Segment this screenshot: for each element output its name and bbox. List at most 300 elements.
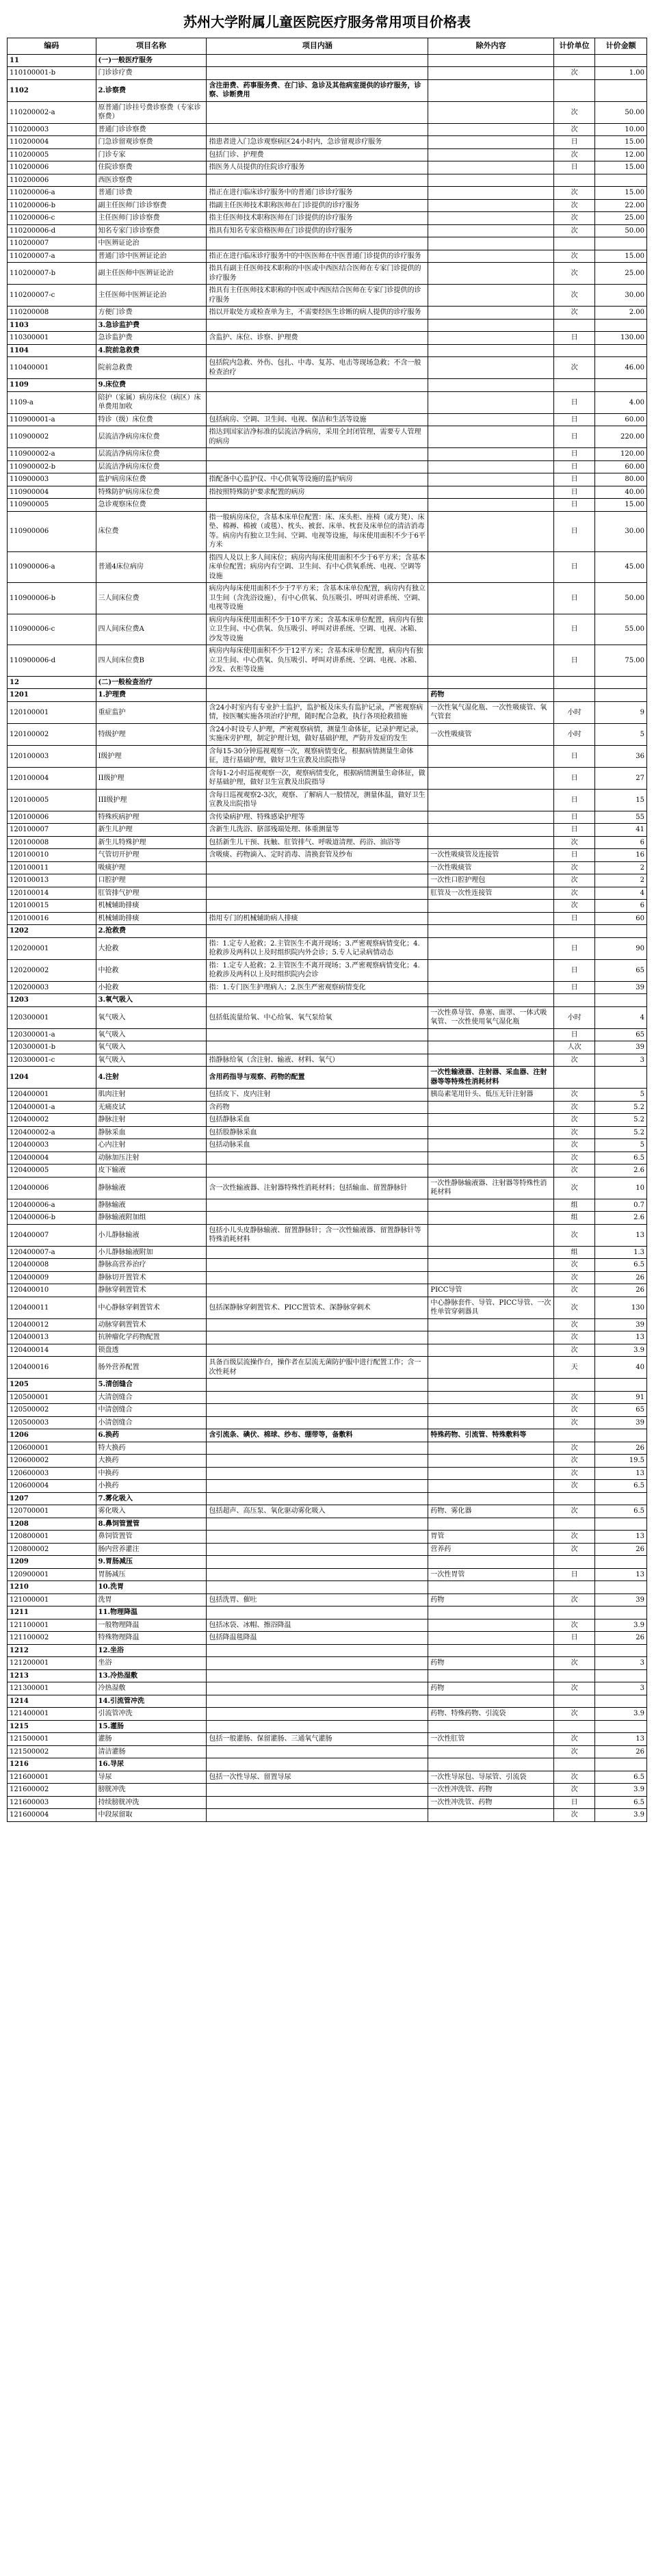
cell-content	[207, 379, 428, 392]
cell-code: 120100005	[8, 789, 96, 811]
cell-unit: 小时	[553, 701, 594, 723]
category-row	[8, 1556, 647, 1569]
table-row	[8, 1357, 647, 1379]
cell-content: 包括院内急救、外伤、包扎、中毒、复苏、电击等现场急救；不含一般检查治疗	[207, 357, 428, 379]
cell-unit: 日	[553, 789, 594, 811]
table-row	[8, 1467, 647, 1480]
cell-name: 锁盘透	[96, 1344, 207, 1357]
table-row	[8, 1391, 647, 1404]
cell-unit: 次	[553, 1531, 594, 1544]
cell-code: 120600003	[8, 1467, 96, 1480]
cell-name: 特级护理	[96, 723, 207, 745]
cell-code: 120500001	[8, 1391, 96, 1404]
cell-unit	[553, 1606, 594, 1619]
cell-code: 110900006-d	[8, 645, 96, 677]
cell-content	[207, 900, 428, 913]
cell-exclusions	[428, 1199, 554, 1212]
cell-content: 包括病房、空调、卫生间、电视、保洁和生活等设施	[207, 413, 428, 426]
cell-name: 膀胱冲洗	[96, 1784, 207, 1797]
cell-content: 含每1-2小时巡视观察一次，观察病情变化，根据病情测量生命体征，做好基础护理，做好卫生宣教及出院指导	[207, 767, 428, 789]
table-row	[8, 1224, 647, 1246]
cell-unit: 次	[553, 1480, 594, 1493]
cell-name: 静脉采血	[96, 1126, 207, 1139]
cell-price: 6.5	[595, 1152, 647, 1165]
cell-content	[207, 448, 428, 461]
cell-price: 36	[595, 745, 647, 767]
cell-code: 110200006-b	[8, 199, 96, 212]
cell-name: 方便门诊费	[96, 307, 207, 320]
cell-code: 120100010	[8, 849, 96, 862]
cell-exclusions: PICC导管	[428, 1284, 554, 1297]
cell-name: 新生儿护理	[96, 824, 207, 837]
table-row	[8, 1543, 647, 1556]
cell-name: 雾化吸入	[96, 1505, 207, 1518]
table-row	[8, 1531, 647, 1544]
cell-code: 1206	[8, 1429, 96, 1442]
cell-exclusions	[428, 1041, 554, 1054]
cell-content	[207, 887, 428, 900]
header-code: 编码	[8, 38, 96, 55]
cell-content: 指：1.定专人抢救；2.主管医生不离开现场；3.严密观察病情变化；4.抢救涉及两科以上及时组织院内会诊	[207, 959, 428, 981]
cell-name: 三人间床位费	[96, 583, 207, 614]
cell-unit: 次	[553, 250, 594, 263]
cell-name: 静脉输液	[96, 1177, 207, 1199]
cell-unit: 次	[553, 212, 594, 225]
cell-price: 3.9	[595, 1784, 647, 1797]
cell-unit: 次	[553, 1416, 594, 1429]
table-row	[8, 1318, 647, 1331]
cell-name: 普通4床位病房	[96, 551, 207, 583]
cell-unit	[553, 676, 594, 689]
cell-name: 16.导尿	[96, 1758, 207, 1771]
table-row	[8, 413, 647, 426]
cell-code: 110200007-b	[8, 263, 96, 285]
cell-price: 3.9	[595, 1619, 647, 1632]
cell-unit: 小时	[553, 723, 594, 745]
table-row	[8, 1297, 647, 1318]
cell-exclusions	[428, 912, 554, 925]
cell-unit: 日	[553, 614, 594, 645]
cell-unit: 次	[553, 874, 594, 887]
cell-content: 含每日巡视观察2-3次，观察、了解病人一般情况，测量体温，做好卫生宣教及出院指导	[207, 789, 428, 811]
cell-code: 121500001	[8, 1733, 96, 1746]
cell-unit: 次	[553, 1259, 594, 1272]
cell-content	[207, 689, 428, 702]
table-row	[8, 1657, 647, 1670]
category-row	[8, 1379, 647, 1392]
cell-exclusions	[428, 1212, 554, 1225]
cell-price: 15.00	[595, 499, 647, 512]
table-row	[8, 1089, 647, 1102]
cell-code: 1205	[8, 1379, 96, 1392]
cell-code: 120400006	[8, 1177, 96, 1199]
cell-exclusions	[428, 1619, 554, 1632]
cell-name: 肌肉注射	[96, 1089, 207, 1102]
table-row	[8, 123, 647, 136]
cell-content	[207, 1152, 428, 1165]
table-row	[8, 1284, 647, 1297]
cell-name: 一般物理降温	[96, 1619, 207, 1632]
cell-unit: 次	[553, 199, 594, 212]
cell-price	[595, 1429, 647, 1442]
table-row	[8, 1126, 647, 1139]
cell-unit: 次	[553, 1271, 594, 1284]
cell-price	[595, 676, 647, 689]
table-row	[8, 1041, 647, 1054]
cell-content: 指以开取处方或检查单为主，不需要经医生诊断的病人提供的诊疗服务	[207, 307, 428, 320]
cell-content: 指配备中心监护仪、中心供氧等设施的监护病房	[207, 473, 428, 486]
cell-price: 3.9	[595, 1708, 647, 1721]
cell-name: 普通门诊中医辨证论治	[96, 250, 207, 263]
category-row	[8, 925, 647, 938]
cell-content: 包括洗胃、催吐	[207, 1593, 428, 1606]
cell-code: 12	[8, 676, 96, 689]
table-row	[8, 1480, 647, 1493]
cell-price: 5.2	[595, 1114, 647, 1127]
cell-name: 静脉穿刺置管术	[96, 1284, 207, 1297]
cell-content	[207, 1199, 428, 1212]
cell-code: 120100015	[8, 900, 96, 913]
cell-unit: 次	[553, 1657, 594, 1670]
cell-unit: 次	[553, 1455, 594, 1468]
cell-unit	[553, 379, 594, 392]
cell-content	[207, 1442, 428, 1455]
cell-content	[207, 1492, 428, 1505]
cell-price: 65	[595, 959, 647, 981]
cell-unit: 次	[553, 1619, 594, 1632]
cell-name: 1.护理费	[96, 689, 207, 702]
table-row	[8, 1212, 647, 1225]
cell-content: 指具有主任医师技术职称的中医或中西医结合医师在专家门诊提供的诊疗服务	[207, 285, 428, 307]
cell-unit: 次	[553, 1177, 594, 1199]
table-row	[8, 1619, 647, 1632]
cell-code: 110200006	[8, 161, 96, 174]
cell-name: 大抢救	[96, 937, 207, 959]
cell-content: 含传染病护理、特殊感染护理等	[207, 811, 428, 824]
cell-price	[595, 1518, 647, 1531]
table-row	[8, 199, 647, 212]
cell-price: 22.00	[595, 199, 647, 212]
cell-price	[595, 54, 647, 67]
cell-code: 120400014	[8, 1344, 96, 1357]
table-row	[8, 332, 647, 345]
cell-name: 监护病房床位费	[96, 473, 207, 486]
cell-content: 指主任医师技术职称医师在门诊提供的诊疗服务	[207, 212, 428, 225]
header-unit: 计价单位	[553, 38, 594, 55]
cell-price: 3.9	[595, 1344, 647, 1357]
cell-name: 冷热湿敷	[96, 1682, 207, 1695]
cell-code: 120800002	[8, 1543, 96, 1556]
header-price: 计价金额	[595, 38, 647, 55]
cell-name: 胃肠减压	[96, 1568, 207, 1581]
table-row	[8, 767, 647, 789]
cell-code: 1212	[8, 1644, 96, 1657]
cell-exclusions	[428, 583, 554, 614]
cell-price: 120.00	[595, 448, 647, 461]
category-row	[8, 319, 647, 332]
cell-price: 5	[595, 1139, 647, 1152]
cell-content: 包括新生儿干预、抚触、肛管排气、呼吸道清理、药浴、油浴等	[207, 836, 428, 849]
cell-exclusions	[428, 937, 554, 959]
table-row	[8, 937, 647, 959]
cell-exclusions: 一次性吸痰管及连接管	[428, 849, 554, 862]
table-row	[8, 1344, 647, 1357]
cell-content: 含引流条、碘伏、棉球、纱布、绷带等，备敷料	[207, 1429, 428, 1442]
table-row	[8, 789, 647, 811]
cell-price: 6.5	[595, 1796, 647, 1809]
cell-price: 25.00	[595, 212, 647, 225]
cell-unit: 次	[553, 1505, 594, 1518]
cell-unit: 日	[553, 583, 594, 614]
cell-content: 指一般病房床位，含基本床单位配置：床、床头柜、座椅（或方凳）、床垫、棉褥、棉被（或毯）、枕头、被套、床单、枕套及床单位的清洁消毒等。病房内有独立卫生间、空调、电视等设施，每床使用面积不少于6平方米	[207, 511, 428, 551]
cell-code: 120100016	[8, 912, 96, 925]
cell-code: 110900001-a	[8, 413, 96, 426]
cell-exclusions	[428, 745, 554, 767]
cell-content	[207, 1796, 428, 1809]
cell-content	[207, 1331, 428, 1344]
cell-exclusions	[428, 551, 554, 583]
cell-name: 院前急救费	[96, 357, 207, 379]
cell-name: 静脉输液	[96, 1199, 207, 1212]
cell-content: 含新生儿洗浴、脐部残端处理、体重测量等	[207, 824, 428, 837]
cell-code: 120400004	[8, 1152, 96, 1165]
cell-price	[595, 1695, 647, 1708]
cell-price	[595, 1556, 647, 1569]
cell-price: 5	[595, 723, 647, 745]
category-row	[8, 1606, 647, 1619]
cell-content: 含吸痰、药物滴入、定时消毒、清换套管及纱布	[207, 849, 428, 862]
cell-code: 110200008	[8, 307, 96, 320]
table-row	[8, 1246, 647, 1259]
cell-price	[595, 1758, 647, 1771]
cell-content: 包括深静脉穿刺置管术、PICC置管术、深静脉穿刺术	[207, 1297, 428, 1318]
category-row	[8, 79, 647, 101]
table-row	[8, 1505, 647, 1518]
cell-exclusions	[428, 391, 554, 413]
cell-content	[207, 1695, 428, 1708]
cell-name: 13.冷热湿敷	[96, 1669, 207, 1682]
cell-name: 心内注射	[96, 1139, 207, 1152]
cell-name: 5.清创缝合	[96, 1379, 207, 1392]
cell-unit	[553, 174, 594, 187]
cell-content: 包括皮下、皮内注射	[207, 1089, 428, 1102]
cell-price: 16	[595, 849, 647, 862]
cell-price: 3	[595, 1054, 647, 1067]
cell-exclusions	[428, 460, 554, 473]
cell-code: 1213	[8, 1669, 96, 1682]
cell-name: 氧气吸入	[96, 1054, 207, 1067]
cell-code: 1109-a	[8, 391, 96, 413]
cell-code: 121600004	[8, 1809, 96, 1822]
cell-exclusions	[428, 426, 554, 448]
table-row	[8, 1632, 647, 1645]
cell-exclusions: 胃管	[428, 1531, 554, 1544]
cell-exclusions	[428, 1101, 554, 1114]
cell-code: 120400001-a	[8, 1101, 96, 1114]
cell-exclusions: 中心静脉套件、导管、PICC导管、一次性单管穿刺器具	[428, 1297, 554, 1318]
cell-exclusions	[428, 1758, 554, 1771]
cell-content	[207, 925, 428, 938]
category-row	[8, 1758, 647, 1771]
cell-unit: 次	[553, 1101, 594, 1114]
cell-content	[207, 1455, 428, 1468]
cell-content: 含24小时设专人护理，严密观察病情，测量生命体征，记录护理记录，实施床旁护理，制定护理计划，做好基础护理，严防并发症的发生	[207, 723, 428, 745]
cell-unit: 次	[553, 1284, 594, 1297]
cell-code: 121000001	[8, 1593, 96, 1606]
table-row	[8, 1708, 647, 1721]
cell-price	[595, 1492, 647, 1505]
cell-content: 指：1.专门医生护理病人；2.医生严密观察病情变化	[207, 981, 428, 994]
cell-name: 肠外营养配置	[96, 1357, 207, 1379]
cell-unit: 日	[553, 1568, 594, 1581]
cell-exclusions	[428, 1416, 554, 1429]
cell-price: 4	[595, 887, 647, 900]
cell-unit: 次	[553, 123, 594, 136]
cell-code: 110200002-a	[8, 101, 96, 123]
cell-exclusions	[428, 959, 554, 981]
cell-code: 11	[8, 54, 96, 67]
cell-unit	[553, 1644, 594, 1657]
cell-unit: 日	[553, 1796, 594, 1809]
cell-code: 110200006-a	[8, 187, 96, 200]
cell-unit: 次	[553, 1442, 594, 1455]
category-row	[8, 1581, 647, 1594]
cell-exclusions	[428, 187, 554, 200]
cell-code: 120900001	[8, 1568, 96, 1581]
cell-name: 主任医师中医辨证论治	[96, 285, 207, 307]
cell-name: 大换药	[96, 1455, 207, 1468]
cell-unit: 次	[553, 1543, 594, 1556]
cell-price: 1.00	[595, 67, 647, 80]
cell-code: 121100002	[8, 1632, 96, 1645]
cell-exclusions	[428, 161, 554, 174]
cell-exclusions	[428, 212, 554, 225]
cell-name: 静脉切开置管术	[96, 1271, 207, 1284]
cell-exclusions	[428, 1126, 554, 1139]
cell-name: I级护理	[96, 745, 207, 767]
cell-code: 120400013	[8, 1331, 96, 1344]
cell-exclusions	[428, 319, 554, 332]
cell-unit	[553, 79, 594, 101]
cell-unit: 次	[553, 1114, 594, 1127]
cell-code: 110100001-b	[8, 67, 96, 80]
category-row	[8, 1067, 647, 1089]
cell-exclusions: 药物	[428, 1593, 554, 1606]
cell-exclusions: 一次性吸痰管	[428, 723, 554, 745]
cell-name: 主任医师门诊诊察费	[96, 212, 207, 225]
category-row	[8, 689, 647, 702]
cell-unit: 组	[553, 1246, 594, 1259]
cell-price: 10.00	[595, 123, 647, 136]
cell-exclusions	[428, 307, 554, 320]
table-row	[8, 1796, 647, 1809]
cell-content: 指：1.定专人抢救；2.主管医生不离开现场；3.严密观察病情变化；4.抢救涉及两科以上及时组织院内外会诊；5.专人记录病情动态	[207, 937, 428, 959]
cell-price: 30.00	[595, 285, 647, 307]
cell-exclusions	[428, 54, 554, 67]
cell-exclusions	[428, 136, 554, 149]
cell-unit	[553, 1379, 594, 1392]
cell-price: 4	[595, 1006, 647, 1028]
cell-code: 120400012	[8, 1318, 96, 1331]
cell-unit	[553, 925, 594, 938]
cell-unit: 日	[553, 849, 594, 862]
cell-content	[207, 1644, 428, 1657]
cell-exclusions: 药物	[428, 689, 554, 702]
cell-unit: 日	[553, 460, 594, 473]
cell-content: 指正在进行临床诊疗服务中的普通门诊诊疗服务	[207, 187, 428, 200]
cell-exclusions	[428, 1404, 554, 1417]
cell-unit	[553, 689, 594, 702]
table-row	[8, 307, 647, 320]
cell-name: 普通门诊费	[96, 187, 207, 200]
cell-exclusions	[428, 379, 554, 392]
cell-unit	[553, 237, 594, 250]
cell-name: 15.灌肠	[96, 1720, 207, 1733]
cell-exclusions	[428, 824, 554, 837]
cell-unit: 次	[553, 1152, 594, 1165]
cell-content	[207, 1568, 428, 1581]
price-list-page	[7, 0, 647, 1836]
cell-name: 吸痰护理	[96, 861, 207, 874]
cell-name: 住院诊察费	[96, 161, 207, 174]
cell-unit: 小时	[553, 1006, 594, 1028]
cell-content	[207, 1416, 428, 1429]
cell-content	[207, 676, 428, 689]
cell-content: 包括动脉采血	[207, 1139, 428, 1152]
cell-unit: 组	[553, 1199, 594, 1212]
cell-content: 指静脉给氧（含注射、输液、材料、氧气）	[207, 1054, 428, 1067]
table-row	[8, 448, 647, 461]
cell-exclusions	[428, 1165, 554, 1178]
cell-name: (一)一般医疗服务	[96, 54, 207, 67]
cell-content	[207, 1543, 428, 1556]
cell-exclusions	[428, 486, 554, 499]
cell-content	[207, 994, 428, 1007]
cell-unit: 次	[553, 1165, 594, 1178]
cell-name: 机械辅助排痰	[96, 912, 207, 925]
table-row	[8, 1784, 647, 1797]
cell-code: 110200004	[8, 136, 96, 149]
cell-content	[207, 344, 428, 357]
cell-price: 55.00	[595, 614, 647, 645]
table-row	[8, 1139, 647, 1152]
table-row	[8, 161, 647, 174]
cell-unit: 次	[553, 1733, 594, 1746]
cell-name: 层流洁净病房床位费	[96, 460, 207, 473]
cell-exclusions	[428, 1480, 554, 1493]
cell-price: 4.00	[595, 391, 647, 413]
cell-code: 110900006	[8, 511, 96, 551]
table-row	[8, 174, 647, 187]
cell-content	[207, 1212, 428, 1225]
cell-content	[207, 319, 428, 332]
cell-content	[207, 1720, 428, 1733]
cell-exclusions	[428, 263, 554, 285]
cell-name: 四人间床位费B	[96, 645, 207, 677]
table-row	[8, 1771, 647, 1784]
cell-code: 110900006-c	[8, 614, 96, 645]
cell-exclusions	[428, 1467, 554, 1480]
header-name: 项目名称	[96, 38, 207, 55]
cell-name: 口腔护理	[96, 874, 207, 887]
cell-exclusions	[428, 413, 554, 426]
cell-price: 41	[595, 824, 647, 837]
cell-unit: 日	[553, 551, 594, 583]
cell-name: 洗胃	[96, 1593, 207, 1606]
cell-content: 含用药指导与观察、药物的配置	[207, 1067, 428, 1089]
cell-price: 6.5	[595, 1505, 647, 1518]
cell-content: 包括小儿头皮静脉输液、留置静脉针；含一次性输液器、留置静脉针等特殊消耗材料	[207, 1224, 428, 1246]
